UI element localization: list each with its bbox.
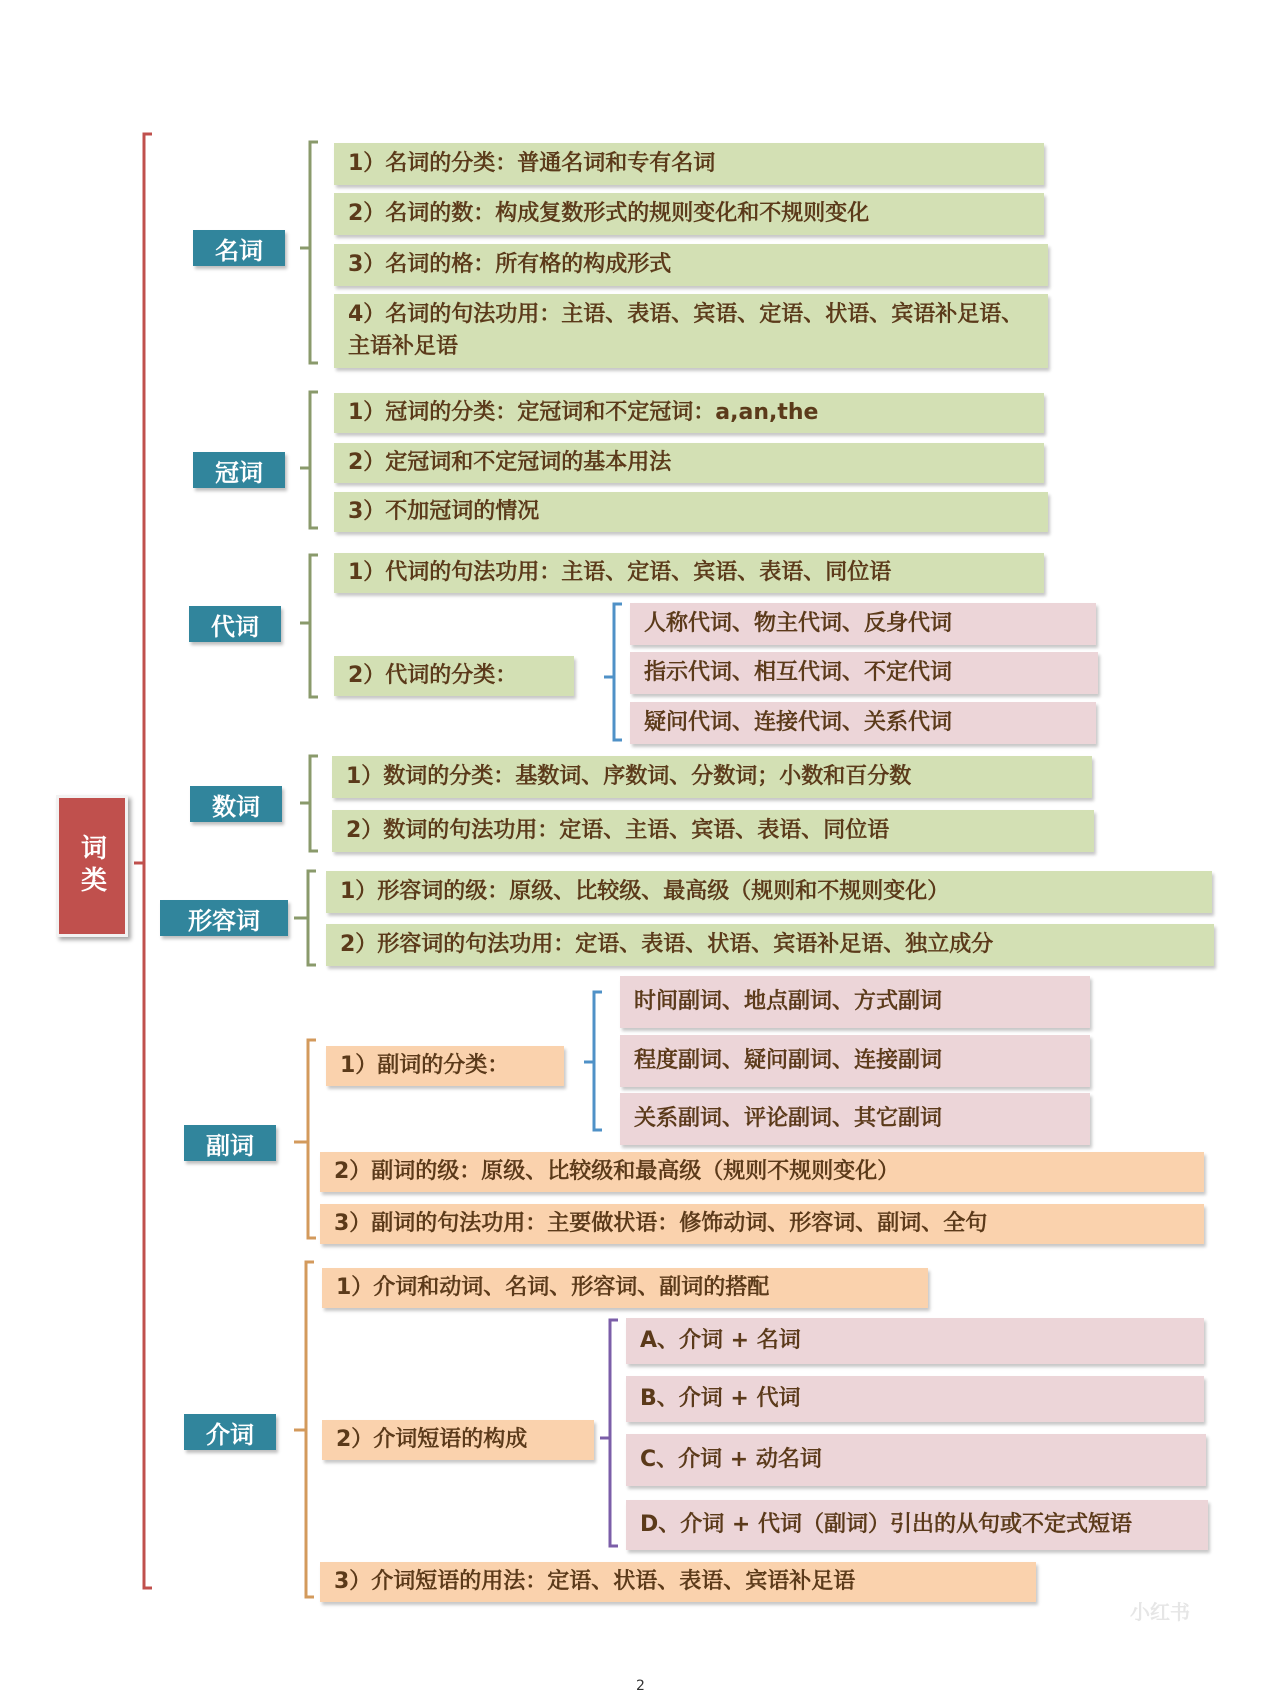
preposition-subitem xyxy=(626,1318,1204,1364)
article-item xyxy=(334,492,1048,532)
preposition-subitem xyxy=(626,1434,1206,1486)
adjective-item-text: 1）形容词的级：原级、比较级、最高级（规则和不规则变化） xyxy=(340,879,950,904)
adjective-item xyxy=(326,924,1214,966)
adverb-item xyxy=(320,1204,1204,1244)
noun-item xyxy=(334,143,1044,185)
preposition-sub-bracket xyxy=(610,1320,618,1546)
noun-item-text: 4）名词的句法功用：主语、表语、宾语、定语、状语、宾语补足语、主语补足语 xyxy=(348,302,1024,359)
category-noun-label: 名词 xyxy=(215,236,263,265)
pronoun-bracket xyxy=(310,555,318,697)
adverb-item-text: 2）副词的级：原级、比较级和最高级（规则不规则变化） xyxy=(334,1159,900,1184)
noun-item xyxy=(334,294,1048,368)
noun-item xyxy=(334,244,1048,286)
numeral-item xyxy=(332,756,1092,798)
noun-item-text: 2）名词的数：构成复数形式的规则变化和不规则变化 xyxy=(348,201,870,226)
pronoun-subitem xyxy=(630,603,1096,645)
category-numeral-label: 数词 xyxy=(212,792,260,821)
category-adjective-label: 形容词 xyxy=(188,906,260,935)
category-numeral xyxy=(190,786,282,822)
pronoun-sub-bracket xyxy=(614,604,622,740)
pronoun-subitem-text: 人称代词、物主代词、反身代词 xyxy=(644,611,953,636)
article-item-text: 1）冠词的分类：定冠词和不定冠词：a,an,the xyxy=(348,400,819,425)
preposition-subitem xyxy=(626,1376,1204,1422)
article-item-text: 3）不加冠词的情况 xyxy=(348,499,540,524)
adjective-item-text: 2）形容词的句法功用：定语、表语、状语、宾语补足语、独立成分 xyxy=(340,932,994,957)
main-bracket xyxy=(144,134,152,1588)
article-bracket xyxy=(310,392,318,528)
preposition-bracket xyxy=(306,1262,314,1597)
preposition-subitem xyxy=(626,1500,1208,1550)
preposition-item-text: 3）介词短语的用法：定语、状语、表语、宾语补足语 xyxy=(334,1569,856,1594)
numeral-item xyxy=(332,810,1094,852)
category-noun xyxy=(193,230,285,266)
preposition-item-text: 2）介词短语的构成 xyxy=(336,1427,528,1452)
noun-item-text: 1）名词的分类：普通名词和专有名词 xyxy=(348,151,716,176)
adverb-subitem-text: 时间副词、地点副词、方式副词 xyxy=(634,989,943,1014)
pronoun-item-text: 2）代词的分类： xyxy=(348,663,518,688)
article-item xyxy=(334,393,1044,433)
pronoun-subitem-text: 疑问代词、连接代词、关系代词 xyxy=(644,710,953,735)
adverb-subitem xyxy=(620,1093,1090,1145)
preposition-subitem-text: D、介词 + 代词（副词）引出的从句或不定式短语 xyxy=(640,1512,1133,1537)
watermark: 小红书 xyxy=(1130,1600,1190,1624)
preposition-subitem-text: C、介词 + 动名词 xyxy=(640,1447,822,1472)
adverb-item-text: 3）副词的句法功用：主要做状语：修饰动词、形容词、副词、全句 xyxy=(334,1211,988,1236)
root-label: 词类 xyxy=(76,834,107,898)
article-item xyxy=(334,443,1044,483)
pronoun-subitem xyxy=(630,652,1098,694)
noun-item xyxy=(334,193,1044,235)
category-preposition-label: 介词 xyxy=(206,1420,254,1449)
adverb-subitem-text: 关系副词、评论副词、其它副词 xyxy=(634,1106,943,1131)
numeral-bracket xyxy=(310,756,318,851)
preposition-subitem-text: A、介词 + 名词 xyxy=(640,1328,801,1353)
preposition-subitem-text: B、介词 + 代词 xyxy=(640,1386,801,1411)
pronoun-item xyxy=(334,656,574,696)
adjective-bracket xyxy=(308,871,316,965)
numeral-item-text: 2）数词的句法功用：定语、主语、宾语、表语、同位语 xyxy=(346,818,890,843)
page-number: 2 xyxy=(636,1678,645,1694)
article-item-text: 2）定冠词和不定冠词的基本用法 xyxy=(348,450,672,475)
category-pronoun-label: 代词 xyxy=(211,612,259,641)
category-adverb-label: 副词 xyxy=(206,1131,254,1160)
preposition-item xyxy=(322,1268,928,1308)
adverb-item xyxy=(320,1152,1204,1192)
adverb-bracket xyxy=(308,1040,316,1238)
pronoun-item-text: 1）代词的句法功用：主语、定语、宾语、表语、同位语 xyxy=(348,560,892,585)
adverb-sub-bracket xyxy=(594,992,602,1130)
adverb-subitem-text: 程度副词、疑问副词、连接副词 xyxy=(634,1048,943,1073)
category-pronoun xyxy=(189,606,281,642)
adverb-subitem xyxy=(620,1035,1090,1087)
category-article-label: 冠词 xyxy=(215,458,263,487)
category-adverb xyxy=(184,1125,276,1161)
category-article xyxy=(193,452,285,488)
pronoun-subitem xyxy=(630,702,1096,744)
root-node xyxy=(56,795,128,937)
adverb-item xyxy=(326,1046,564,1086)
numeral-item-text: 1）数词的分类：基数词、序数词、分数词；小数和百分数 xyxy=(346,764,912,789)
noun-item-text: 3）名词的格：所有格的构成形式 xyxy=(348,252,672,277)
preposition-item xyxy=(322,1420,594,1460)
adverb-subitem xyxy=(620,976,1090,1028)
pronoun-subitem-text: 指示代词、相互代词、不定代词 xyxy=(644,660,953,685)
pronoun-item xyxy=(334,553,1044,593)
adjective-item xyxy=(326,871,1212,913)
category-preposition xyxy=(184,1414,276,1450)
preposition-item xyxy=(320,1562,1036,1602)
adverb-item-text: 1）副词的分类： xyxy=(340,1053,510,1078)
noun-bracket xyxy=(310,142,318,363)
category-adjective xyxy=(160,900,288,936)
preposition-item-text: 1）介词和动词、名词、形容词、副词的搭配 xyxy=(336,1275,770,1300)
